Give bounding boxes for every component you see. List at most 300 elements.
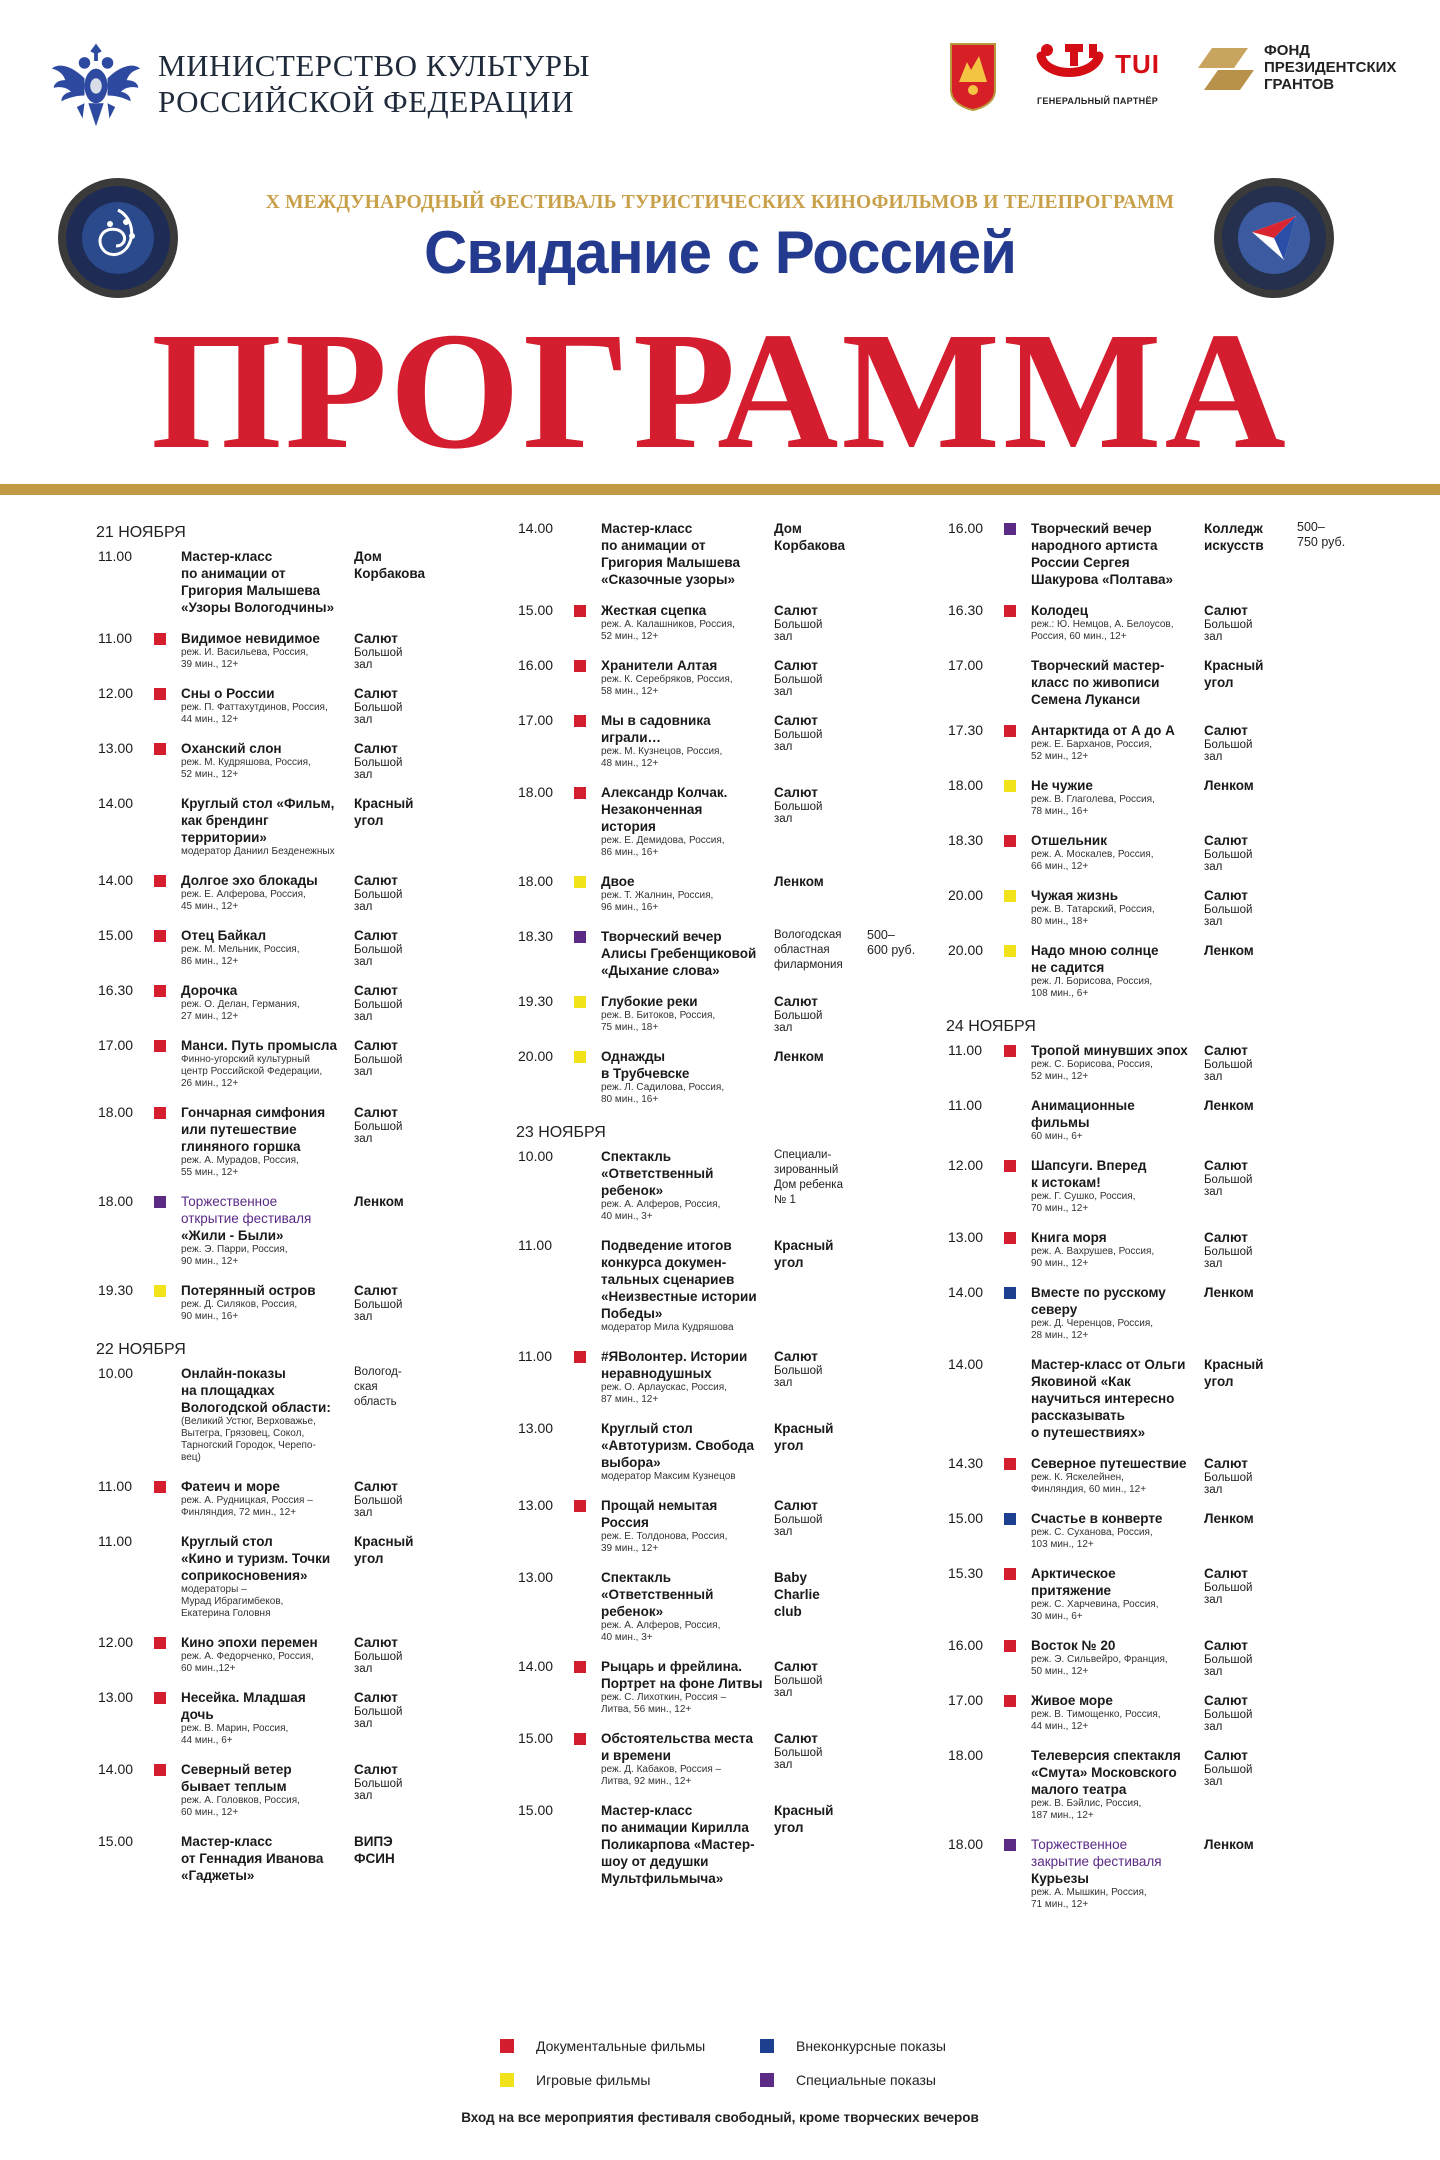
- event-details: [1031, 1229, 1197, 1270]
- event-details: [601, 1802, 767, 1887]
- event-details: [1031, 942, 1197, 1000]
- event-venue-hall: Большой зал: [354, 647, 403, 671]
- event-time: 15.00: [518, 1802, 554, 1818]
- event-venue: [1204, 1637, 1294, 1678]
- event-credits: реж. Д. Черенцов, Россия, 28 мин., 12+: [1031, 1318, 1154, 1341]
- event-venue-hall: Большой зал: [354, 889, 403, 913]
- event-details: [601, 1237, 767, 1334]
- event-details: [1031, 1356, 1197, 1441]
- event-time: 15.00: [98, 927, 134, 943]
- category-marker: [1004, 890, 1016, 902]
- event-venue-name: Салют: [354, 1762, 398, 1777]
- event-credits: реж. И. Васильева, Россия, 39 мин., 12+: [181, 647, 309, 670]
- event-details: [601, 784, 767, 859]
- event-venue-name: Салют: [1204, 1230, 1248, 1245]
- day-heading: 22 НОЯБРЯ: [96, 1341, 186, 1358]
- category-marker: [154, 985, 166, 997]
- event-venue: Вологодская областная филармония: [774, 929, 843, 971]
- event-details: [601, 1148, 767, 1223]
- event-title: Шапсуги. Вперед к истокам!: [1031, 1158, 1147, 1190]
- event-venue: [354, 1193, 444, 1210]
- category-marker: [574, 1661, 586, 1673]
- legend-documentary-label: Документальные фильмы: [536, 2038, 706, 2054]
- event-venue-hall: Большой зал: [1204, 1246, 1253, 1270]
- event-time: 14.00: [98, 872, 134, 888]
- event-credits: реж. Т. Жалнин, Россия, 96 мин., 16+: [601, 890, 714, 913]
- event-details: [1031, 887, 1197, 928]
- event-time: 16.30: [948, 602, 984, 618]
- event-venue: [1204, 1747, 1294, 1788]
- event-details: [181, 795, 347, 858]
- event-title: Гончарная симфония или путешествие глиняного горшка: [181, 1105, 326, 1154]
- event-venue: [354, 548, 444, 582]
- event-time: 13.00: [98, 1689, 134, 1705]
- event-title: Александр Колчак. Незаконченная история: [601, 785, 728, 834]
- event-time: 15.30: [948, 1565, 984, 1581]
- day-heading: 24 НОЯБРЯ: [946, 1018, 1036, 1035]
- event-venue-hall: Большой зал: [1204, 1764, 1253, 1788]
- category-marker: [1004, 1232, 1016, 1244]
- tui-name: TUI: [1115, 48, 1160, 79]
- event-venue-name: Салют: [1204, 1638, 1248, 1653]
- event-credits: реж. П. Фаттахутдинов, Россия, 44 мин., 12+: [181, 702, 328, 725]
- event-credits: реж. Е. Барханов, Россия, 52 мин., 12+: [1031, 739, 1153, 762]
- event-title: Чужая жизнь: [1031, 888, 1119, 903]
- event-time: 15.00: [518, 602, 554, 618]
- event-venue: [774, 1730, 864, 1771]
- category-marker: [154, 1481, 166, 1493]
- event-title: Спектакль «Ответственный ребенок»: [601, 1149, 714, 1198]
- event-venue: [1204, 1692, 1294, 1733]
- event-venue: [774, 520, 864, 554]
- event-details: [601, 602, 767, 643]
- legend-special-label: Специальные показы: [796, 2072, 936, 2088]
- event-title: Вместе по русскому северу: [1031, 1285, 1166, 1317]
- legend-swatch-special: [760, 2073, 774, 2087]
- event-time: 13.00: [518, 1420, 554, 1436]
- event-venue-name: Салют: [774, 603, 818, 618]
- event-credits: реж. С. Лихоткин, Россия – Литва, 56 мин., 12+: [601, 1692, 727, 1715]
- event-venue: [1204, 1836, 1294, 1853]
- event-venue: [1204, 832, 1294, 873]
- event-venue: [774, 1048, 864, 1065]
- event-venue-name: Салют: [354, 631, 398, 646]
- event-venue: [354, 630, 444, 671]
- event-title: Несейка. Младшая дочь: [181, 1690, 306, 1722]
- tui-partner-logo: [1035, 42, 1160, 106]
- event-details: [1031, 1637, 1197, 1678]
- fund-line-3: ГРАНТОВ: [1264, 76, 1335, 93]
- event-details: [1031, 1510, 1197, 1551]
- event-details: [601, 1569, 767, 1644]
- category-marker: [574, 1351, 586, 1363]
- event-title: Мастер-класс от Геннадия Иванова «Гаджеты»: [181, 1834, 324, 1883]
- event-time: 20.00: [948, 887, 984, 903]
- category-marker: [154, 743, 166, 755]
- event-time: 14.00: [98, 1761, 134, 1777]
- event-venue: [1204, 1356, 1294, 1390]
- event-title: Онлайн-показы на площадках Вологодской области:: [181, 1366, 331, 1415]
- event-credits: реж. А. Калашников, Россия, 52 мин., 12+: [601, 619, 735, 642]
- event-title: Прощай немытая Россия: [601, 1498, 718, 1530]
- event-credits: реж. Л. Садилова, Россия, 80 мин., 16+: [601, 1082, 725, 1105]
- event-venue: [774, 1497, 864, 1538]
- event-venue: Вологод- ская область: [354, 1366, 402, 1408]
- event-time: 18.00: [518, 784, 554, 800]
- event-venue-name: Салют: [1204, 723, 1248, 738]
- event-title: Отец Байкал: [181, 928, 267, 943]
- event-venue-name: Ленком: [774, 1049, 824, 1064]
- event-venue-name: Салют: [354, 741, 398, 756]
- event-time: 16.00: [948, 1637, 984, 1653]
- event-venue-name: Салют: [1204, 1566, 1248, 1581]
- event-venue-name: Красный угол: [354, 796, 414, 828]
- event-credits: реж. В. Битоков, Россия, 75 мин., 18+: [601, 1010, 716, 1033]
- event-time: 14.00: [518, 1658, 554, 1674]
- event-title: Жесткая сцепка: [601, 603, 707, 618]
- event-venue-hall: Большой зал: [1204, 1709, 1253, 1733]
- category-marker: [154, 875, 166, 887]
- event-time: 13.00: [948, 1229, 984, 1245]
- event-details: [1031, 777, 1197, 818]
- category-marker: [154, 1285, 166, 1297]
- event-venue-name: Салют: [354, 983, 398, 998]
- event-time: 13.00: [518, 1497, 554, 1513]
- double-headed-eagle-icon: [48, 36, 144, 132]
- event-venue-hall: Большой зал: [774, 801, 823, 825]
- event-credits: реж. А. Алферов, Россия, 40 мин., 3+: [601, 1620, 721, 1643]
- event-credits: (Великий Устюг, Верховажье, Вытегра, Грязовец, Сокол, Тарногский Городок, Черепо- вец): [181, 1416, 316, 1463]
- event-venue-hall: Большой зал: [1204, 1174, 1253, 1198]
- event-details: [601, 928, 767, 979]
- event-venue-name: Салют: [354, 1479, 398, 1494]
- event-venue-hall: Большой зал: [1204, 1654, 1253, 1678]
- event-details: [181, 685, 347, 726]
- event-details: [181, 740, 347, 781]
- event-venue: [354, 1533, 444, 1567]
- ministry-line-2: РОССИЙСКОЙ ФЕДЕРАЦИИ: [158, 84, 574, 119]
- event-venue: [1204, 722, 1294, 763]
- category-marker: [154, 1107, 166, 1119]
- event-venue: [774, 993, 864, 1034]
- event-venue-name: Красный угол: [1204, 658, 1264, 690]
- event-venue-hall: Большой зал: [1204, 904, 1253, 928]
- event-credits: реж. В. Глаголева, Россия, 78 мин., 16+: [1031, 794, 1155, 817]
- event-venue: [774, 1420, 864, 1454]
- event-title: Колодец: [1031, 603, 1088, 618]
- event-details: [181, 630, 347, 671]
- category-marker: [1004, 1458, 1016, 1470]
- event-venue: [1204, 657, 1294, 691]
- legend-swatch-feature: [500, 2073, 514, 2087]
- event-details: [1031, 520, 1197, 588]
- event-venue-name: Ленком: [354, 1194, 404, 1209]
- event-venue-name: Колледж искусств: [1204, 521, 1264, 553]
- event-venue-hall: Большой зал: [354, 1495, 403, 1519]
- event-time: 11.00: [948, 1097, 982, 1113]
- event-credits: реж. Э. Парри, Россия, 90 мин., 12+: [181, 1244, 288, 1267]
- event-time: 15.00: [948, 1510, 984, 1526]
- event-credits: Финно-угорский культурный центр Российской Федерации, 26 мин., 12+: [181, 1054, 323, 1089]
- event-time: 17.00: [98, 1037, 134, 1053]
- event-time: 18.00: [948, 1747, 984, 1763]
- event-details: [601, 993, 767, 1034]
- event-venue-name: Салют: [354, 1038, 398, 1053]
- event-venue-name: Салют: [1204, 1693, 1248, 1708]
- event-venue: [1204, 1229, 1294, 1270]
- event-credits: реж. О. Делан, Германия, 27 мин., 12+: [181, 999, 300, 1022]
- event-details: [601, 1420, 767, 1483]
- event-time: 14.30: [948, 1455, 984, 1471]
- event-time: 16.00: [518, 657, 554, 673]
- event-details: [601, 1497, 767, 1555]
- event-title: Тропой минувших эпох: [1031, 1043, 1188, 1058]
- category-marker: [574, 715, 586, 727]
- event-title: Восток № 20: [1031, 1638, 1116, 1653]
- event-time: 16.30: [98, 982, 134, 998]
- general-partner-caption: ГЕНЕРАЛЬНЫЙ ПАРТНЁР: [1037, 96, 1159, 106]
- event-details: [1031, 1097, 1197, 1143]
- category-marker: [574, 1051, 586, 1063]
- event-details: [181, 872, 347, 913]
- event-time: 17.00: [518, 712, 554, 728]
- program-heading: ПРОГРАММА: [151, 298, 1289, 484]
- event-title: Сны о России: [181, 686, 275, 701]
- vologda-coat-of-arms-icon: [949, 42, 997, 112]
- category-marker: [1004, 1695, 1016, 1707]
- event-credits: реж. Е. Демидова, Россия, 86 мин., 16+: [601, 835, 725, 858]
- event-time: 14.00: [98, 795, 134, 811]
- event-venue: [774, 712, 864, 753]
- event-venue: [354, 1761, 444, 1802]
- event-venue: [354, 1282, 444, 1323]
- event-venue-hall: Большой зал: [774, 729, 823, 753]
- event-venue-name: Ленком: [774, 874, 824, 889]
- event-credits: реж. А. Головков, Россия, 60 мин., 12+: [181, 1795, 300, 1818]
- category-marker: [574, 1500, 586, 1512]
- tui-smile-icon: [1035, 42, 1105, 86]
- category-marker: [1004, 1568, 1016, 1580]
- event-title: Обстоятельства места и времени: [601, 1731, 753, 1763]
- day-heading: 23 НОЯБРЯ: [516, 1124, 606, 1141]
- event-details: [181, 1478, 347, 1519]
- event-venue-name: Салют: [1204, 1748, 1248, 1763]
- event-title: Творческий мастер- класс по живописи Семена Луканси: [1031, 658, 1165, 707]
- category-marker: [1004, 1839, 1016, 1851]
- legend-noncompetition: [760, 2038, 946, 2054]
- event-title: Видимое невидимое: [181, 631, 320, 646]
- event-venue: [1204, 777, 1294, 794]
- event-time: 11.00: [98, 548, 132, 564]
- event-title: Надо мною солнце не садится: [1031, 943, 1159, 975]
- event-title: Антарктида от А до А: [1031, 723, 1175, 738]
- event-time: 20.00: [518, 1048, 554, 1064]
- category-marker: [574, 787, 586, 799]
- event-venue-hall: Большой зал: [1204, 619, 1253, 643]
- category-marker: [574, 996, 586, 1008]
- event-venue: [354, 1037, 444, 1078]
- event-title: Мастер-класс по анимации Кирилла Поликарпова «Мастер- шоу от дедушки Мультфильмыча»: [601, 1803, 755, 1886]
- event-venue-name: Ленком: [1204, 943, 1254, 958]
- event-details: [601, 1658, 767, 1716]
- event-venue-hall: Большой зал: [1204, 1582, 1253, 1606]
- event-venue-name: Салют: [774, 1659, 818, 1674]
- event-venue-hall: Большой зал: [354, 1706, 403, 1730]
- event-title: Арктическое притяжение: [1031, 1566, 1116, 1598]
- festival-subtitle: X МЕЖДУНАРОДНЫЙ ФЕСТИВАЛЬ ТУРИСТИЧЕСКИХ КИНОФИЛЬМОВ И ТЕЛЕПРОГРАММ: [265, 192, 1175, 213]
- category-marker: [1004, 835, 1016, 847]
- event-venue: [1204, 942, 1294, 959]
- event-title: Круглый стол «Фильм, как брендинг территории»: [181, 796, 335, 845]
- event-details: [1031, 602, 1197, 643]
- event-venue-name: Салют: [354, 1283, 398, 1298]
- category-legend: [0, 2038, 1440, 2108]
- event-venue-hall: Большой зал: [774, 1365, 823, 1389]
- event-venue: [1204, 1042, 1294, 1083]
- event-details: [181, 1193, 347, 1268]
- event-venue: [1204, 1455, 1294, 1496]
- event-credits: реж. Д. Кабаков, Россия – Литва, 92 мин., 12+: [601, 1764, 722, 1787]
- event-title: Долгое эхо блокады: [181, 873, 318, 888]
- event-details: [1031, 1157, 1197, 1215]
- day-heading: 21 НОЯБРЯ: [96, 524, 186, 541]
- event-venue: [774, 602, 864, 643]
- event-venue-hall: Большой зал: [354, 1651, 403, 1675]
- event-time: 18.30: [948, 832, 984, 848]
- event-venue-name: Салют: [1204, 603, 1248, 618]
- event-details: [601, 1730, 767, 1788]
- partner-logos: [949, 42, 1404, 112]
- category-marker: [574, 1733, 586, 1745]
- event-credits: реж. А. Рудницкая, Россия – Финляндия, 72 мин., 12+: [181, 1495, 313, 1518]
- category-marker: [154, 1637, 166, 1649]
- event-venue-hall: Большой зал: [354, 1299, 403, 1323]
- event-time: 18.00: [98, 1104, 134, 1120]
- event-venue-name: Дом Корбакова: [354, 549, 426, 581]
- event-credits: реж.: Ю. Немцов, А. Белоусов, Россия, 60 мин., 12+: [1031, 619, 1174, 642]
- event-details: [181, 1761, 347, 1819]
- event-venue-name: Ленком: [1204, 1098, 1254, 1113]
- event-venue-name: Салют: [354, 1105, 398, 1120]
- event-credits: реж. А. Алферов, Россия, 40 мин., 3+: [601, 1199, 721, 1222]
- event-credits: реж. В. Тимощенко, Россия, 44 мин., 12+: [1031, 1709, 1161, 1732]
- event-title: Двое: [601, 874, 635, 889]
- event-details: [1031, 1565, 1197, 1623]
- category-marker: [154, 1196, 166, 1208]
- event-venue-name: Салют: [1204, 1456, 1248, 1471]
- event-venue: [354, 1833, 444, 1867]
- event-venue: [774, 1348, 864, 1389]
- category-marker: [1004, 780, 1016, 792]
- event-venue-name: Салют: [1204, 1158, 1248, 1173]
- event-credits: модератор Максим Кузнецов: [601, 1471, 736, 1482]
- event-credits: модератор Мила Кудряшова: [601, 1322, 734, 1333]
- event-venue-name: Салют: [354, 1635, 398, 1650]
- event-venue-hall: Большой зал: [354, 702, 403, 726]
- event-credits: реж. К. Серебряков, Россия, 58 мин., 12+: [601, 674, 733, 697]
- event-venue: [1204, 1565, 1294, 1606]
- event-title: Однажды в Трубчевске: [601, 1049, 690, 1081]
- event-credits: модераторы – Мурад Ибрагимбеков, Екатерина Головня: [181, 1584, 284, 1619]
- event-time: 14.00: [518, 520, 554, 536]
- event-venue: [354, 982, 444, 1023]
- legend-swatch-noncompetition: [760, 2039, 774, 2053]
- event-time: 18.00: [948, 777, 984, 793]
- event-venue-name: Салют: [774, 1349, 818, 1364]
- event-venue-hall: Большой зал: [774, 1514, 823, 1538]
- event-details: [601, 1348, 767, 1406]
- event-time: 11.00: [98, 630, 132, 646]
- event-time: 16.00: [948, 520, 984, 536]
- event-title: Манси. Путь промысла: [181, 1038, 337, 1053]
- event-venue-hall: Большой зал: [774, 1747, 823, 1771]
- event-venue: [774, 657, 864, 698]
- event-venue-name: Красный угол: [774, 1238, 834, 1270]
- event-venue: [1204, 1510, 1294, 1527]
- event-venue-hall: Большой зал: [354, 1778, 403, 1802]
- event-venue-hall: Большой зал: [354, 1121, 403, 1145]
- event-details: [1031, 1455, 1197, 1496]
- event-details: [601, 1048, 767, 1106]
- event-credits: реж. М. Кузнецов, Россия, 48 мин., 12+: [601, 746, 723, 769]
- event-details: [181, 1282, 347, 1323]
- category-marker: [574, 876, 586, 888]
- event-credits: реж. В. Марин, Россия, 44 мин., 6+: [181, 1723, 289, 1746]
- event-title: Кино эпохи перемен: [181, 1635, 318, 1650]
- event-venue-hall: Большой зал: [774, 619, 823, 643]
- category-marker: [1004, 605, 1016, 617]
- event-details: [1031, 1692, 1197, 1733]
- event-venue: [1204, 1157, 1294, 1198]
- event-venue-name: ВИПЭ ФСИН: [354, 1834, 395, 1866]
- event-venue: [354, 685, 444, 726]
- event-time: 12.00: [948, 1157, 984, 1173]
- category-marker: [154, 688, 166, 700]
- event-venue: [774, 1569, 864, 1620]
- event-time: 11.00: [948, 1042, 982, 1058]
- event-details: [1031, 1747, 1197, 1822]
- event-venue: [1204, 1284, 1294, 1301]
- event-credits: реж. Л. Борисова, Россия, 108 мин., 6+: [1031, 976, 1153, 999]
- event-venue: [774, 784, 864, 825]
- category-marker: [154, 930, 166, 942]
- category-marker: [154, 1764, 166, 1776]
- event-venue-hall: Большой зал: [354, 999, 403, 1023]
- festival-title: Свидание с Россией: [423, 219, 1017, 286]
- event-credits: реж. Е. Толдонова, Россия, 39 мин., 12+: [601, 1531, 728, 1554]
- event-details: [1031, 1836, 1197, 1911]
- event-title: #ЯВолонтер. Истории неравнодушных: [601, 1349, 748, 1381]
- event-venue: [354, 927, 444, 968]
- event-time: 17.30: [948, 722, 984, 738]
- event-details: [181, 1365, 347, 1464]
- event-title: Мы в садовника играли…: [601, 713, 711, 745]
- event-details: [1031, 1042, 1197, 1083]
- event-credits: 60 мин., 6+: [1031, 1131, 1083, 1142]
- event-venue-name: Красный угол: [774, 1803, 834, 1835]
- ministry-line-1: МИНИСТЕРСТВО КУЛЬТУРЫ: [158, 48, 590, 83]
- event-venue-name: Ленком: [1204, 1285, 1254, 1300]
- event-time: 11.00: [98, 1478, 132, 1494]
- poster-header: [0, 0, 1440, 500]
- category-marker: [1004, 523, 1016, 535]
- event-details: [1031, 1284, 1197, 1342]
- event-time: 19.30: [518, 993, 554, 1009]
- event-details: [181, 1689, 347, 1747]
- legend-feature: [500, 2072, 650, 2088]
- event-venue-name: Салют: [1204, 833, 1248, 848]
- event-title: Дорочка: [181, 983, 238, 998]
